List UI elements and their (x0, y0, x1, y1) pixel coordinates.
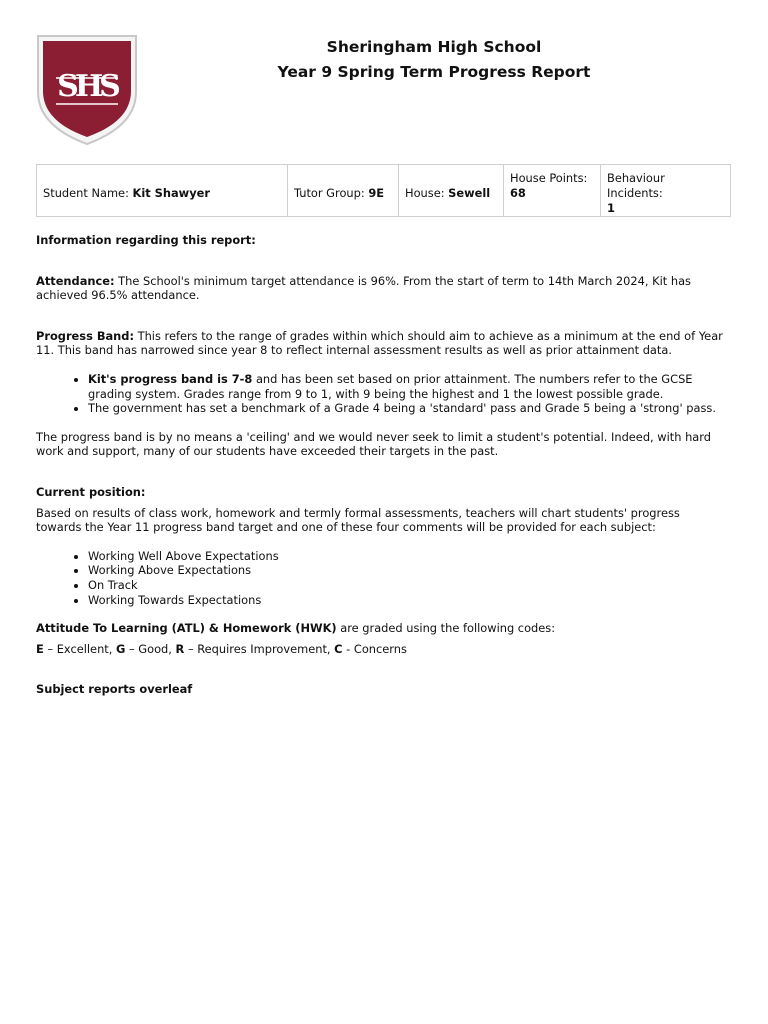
atl-label: Attitude To Learning (ATL) & Homework (HWK) (36, 621, 337, 636)
progress-band-text: This refers to the range of grades within which should aim to achieve as a minimum at the end of Year 11. This band has narrowed since year 8 to reflect internal assessment results as well as prior attainment data. (36, 328, 723, 358)
current-position-heading: Current position: (36, 484, 146, 499)
report-header (150, 35, 718, 85)
progress-band-bold: Kit's progress band is 7-8 (88, 371, 253, 386)
student-name-label: Student Name: (43, 186, 129, 200)
code-e: E (36, 641, 44, 656)
code-c: C (334, 641, 343, 656)
school-name: Sheringham High School (326, 38, 542, 56)
code-g-meaning: – Good, (125, 641, 176, 656)
tutor-group-label: Tutor Group: (294, 186, 365, 200)
atl-codes (36, 642, 728, 657)
tutor-group-cell (288, 165, 399, 217)
list-item: • Working Well Above Expectations (88, 549, 728, 564)
progress-band-paragraph (36, 329, 728, 358)
atl-text: are graded using the following codes: (336, 621, 556, 636)
atl-paragraph (36, 621, 728, 636)
info-heading: Information regarding this report: (36, 233, 256, 247)
behaviour-incidents-value: 1 (607, 201, 615, 215)
report-information (36, 233, 728, 697)
report-title: Year 9 Spring Term Progress Report (277, 63, 591, 81)
expectation-comments-list (36, 549, 728, 607)
list-item: • On Track (88, 578, 728, 593)
house-points-value: 68 (510, 186, 526, 200)
house-points-cell (504, 165, 601, 217)
progress-band-label: Progress Band: (36, 328, 134, 343)
student-info-table (36, 164, 731, 217)
list-item (88, 372, 728, 401)
tutor-group-value: 9E (368, 186, 385, 200)
list-item: • Working Above Expectations (88, 563, 728, 578)
school-crest-logo (36, 34, 138, 146)
behaviour-incidents-cell (601, 165, 731, 217)
student-name-cell (37, 165, 288, 217)
attendance-label: Attendance: (36, 273, 115, 288)
house-label: House: (405, 186, 445, 200)
current-position-text: Based on results of class work, homework and termly formal assessments, teachers will chart students' progress towards the Year 11 progress band target and one of these four comments will be provided for each subject: (36, 505, 680, 535)
progress-band-list (36, 372, 728, 416)
code-c-meaning: - Concerns (342, 641, 407, 656)
progress-band-bullet1-text: and has been set based on prior attainment. The numbers refer to the GCSE grading system. Grades range from 9 to 1, with 9 being the highest and 1 the lowest possible grade. (88, 371, 693, 401)
code-e-meaning: – Excellent, (43, 641, 116, 656)
behaviour-incidents-label: Behaviour Incidents: (607, 171, 665, 200)
list-item: • Working Towards Expectations (88, 593, 728, 608)
house-value: Sewell (448, 186, 491, 200)
attendance-paragraph (36, 274, 728, 303)
house-cell (399, 165, 504, 217)
crest-monogram: SHS (57, 69, 117, 104)
attendance-text: The School's minimum target attendance is 96%. From the start of term to 14th March 2024, Kit has achieved 96.5% attendance. (36, 273, 691, 303)
list-item: • The government has set a benchmark of a Grade 4 being a 'standard' pass and Grade 5 being a 'strong' pass. (88, 401, 728, 416)
code-r: R (175, 641, 185, 656)
code-r-meaning: – Requires Improvement, (184, 641, 335, 656)
student-name-value: Kit Shawyer (132, 186, 210, 200)
ceiling-paragraph: The progress band is by no means a 'ceiling' and we would never seek to limit a student's potential. Indeed, with hard work and support, many of our students have exceeded their targets in the past. (36, 429, 711, 459)
house-points-label: House Points: (510, 171, 588, 185)
subject-reports-note: Subject reports overleaf (36, 682, 193, 697)
code-g: G (116, 641, 126, 656)
